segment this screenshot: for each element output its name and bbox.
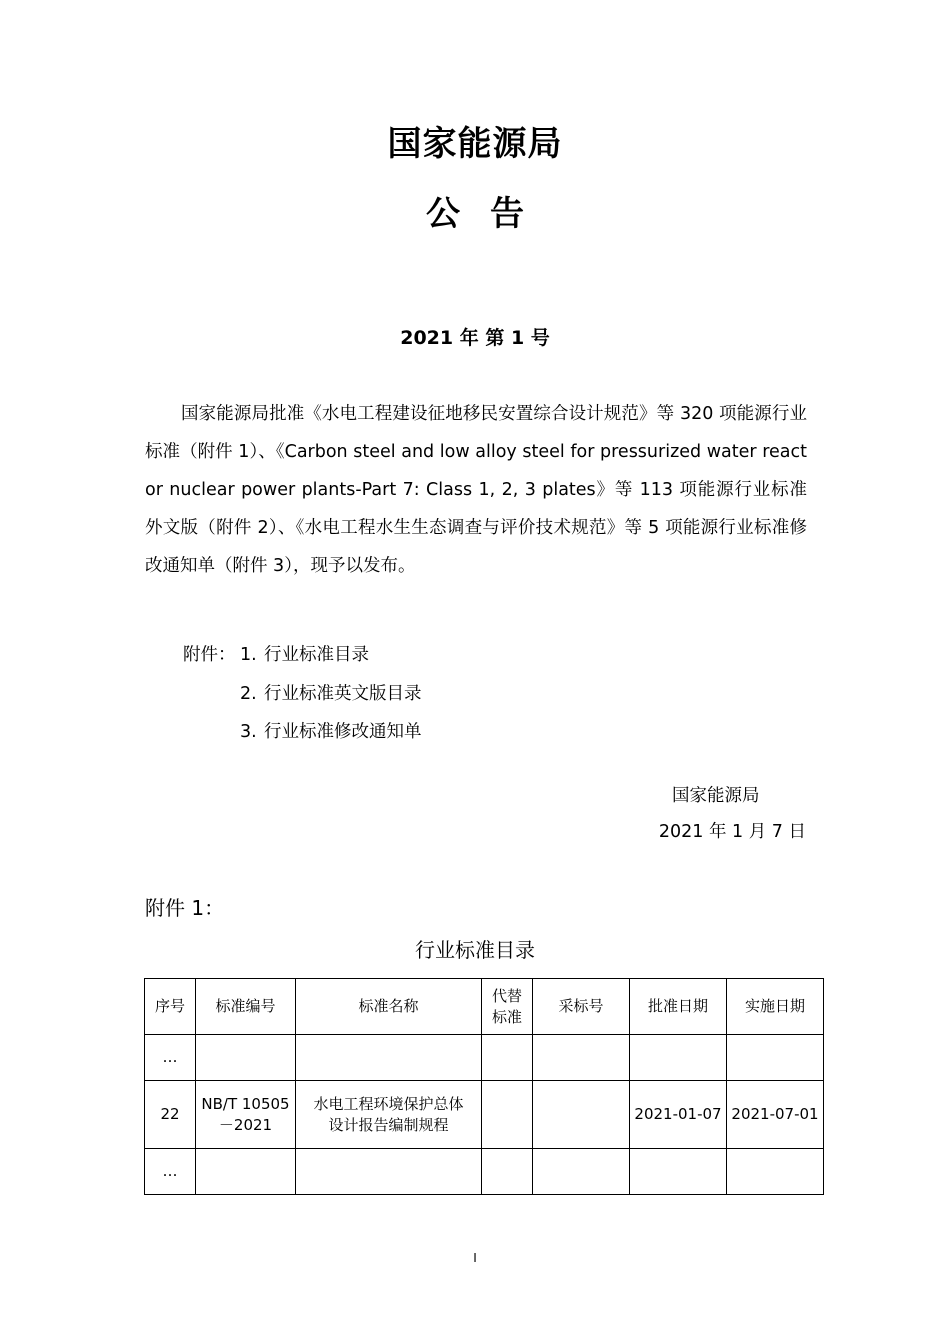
column-header: 标准编号 bbox=[196, 979, 296, 1035]
annex-label: 附件 1： bbox=[145, 896, 225, 920]
signature-issuer: 国家能源局 bbox=[672, 786, 760, 806]
cell-code bbox=[196, 1149, 296, 1195]
table-row bbox=[145, 1149, 824, 1195]
attachment-list bbox=[183, 636, 422, 752]
attachment-label: 行业标准修改通知单 bbox=[264, 722, 422, 742]
table-row bbox=[145, 1081, 824, 1149]
attachment-item bbox=[183, 636, 422, 675]
cell-seq: … bbox=[145, 1149, 196, 1195]
cell-name bbox=[296, 1035, 482, 1081]
attachment-item bbox=[183, 713, 422, 752]
cell-replaces bbox=[482, 1035, 533, 1081]
cell-approved bbox=[630, 1035, 727, 1081]
announcement-subtitle: 公告 bbox=[426, 194, 554, 234]
attachment-number: 2. bbox=[240, 683, 257, 704]
issuer-title: 国家能源局 bbox=[387, 124, 563, 164]
cell-seq: 22 bbox=[145, 1081, 196, 1149]
table-row bbox=[145, 1035, 824, 1081]
column-header: 序号 bbox=[145, 979, 196, 1035]
cell-name: 水电工程环境保护总体 设计报告编制规程 bbox=[296, 1081, 482, 1149]
column-header: 批准日期 bbox=[630, 979, 727, 1035]
cell-adopted bbox=[533, 1081, 630, 1149]
table-title: 行业标准目录 bbox=[415, 938, 535, 962]
cell-replaces bbox=[482, 1081, 533, 1149]
cell-code bbox=[196, 1035, 296, 1081]
cell-replaces bbox=[482, 1149, 533, 1195]
column-header: 标准名称 bbox=[296, 979, 482, 1035]
attachment-prefix: 附件： bbox=[183, 645, 236, 665]
cell-effective bbox=[727, 1149, 824, 1195]
cell-code: NB/T 10505 －2021 bbox=[196, 1081, 296, 1149]
attachment-number: 1. bbox=[240, 645, 257, 665]
cell-approved bbox=[630, 1149, 727, 1195]
document-number: 2021 年 第 1 号 bbox=[400, 327, 550, 349]
cell-name bbox=[296, 1149, 482, 1195]
cell-adopted bbox=[533, 1035, 630, 1081]
column-header: 实施日期 bbox=[727, 979, 824, 1035]
attachment-label: 行业标准目录 bbox=[264, 645, 369, 665]
announcement-paragraph: 国家能源局批准《水电工程建设征地移民安置综合设计规范》等 320 项能源行业标准（附件 1）、《Carbon steel and low alloy steel for pressurized water reactor nuclear power plants-Part 7: Class 1, 2, 3 plates》等 113 项能源行业标准外文版（附件 2）、《水电工程水生生态调查与评价技术规范》等 5 项能源行业标准修改通知单（附件 3），现予以发布。 bbox=[145, 404, 807, 576]
cell-effective: 2021-07-01 bbox=[727, 1081, 824, 1149]
cell-seq: … bbox=[145, 1035, 196, 1081]
table-header-row bbox=[145, 979, 824, 1035]
signature-date: 2021 年 1 月 7 日 bbox=[658, 822, 806, 842]
column-header: 采标号 bbox=[533, 979, 630, 1035]
standards-table bbox=[144, 978, 824, 1195]
attachment-item bbox=[183, 675, 422, 714]
column-header: 代替 标准 bbox=[482, 979, 533, 1035]
cell-approved: 2021-01-07 bbox=[630, 1081, 727, 1149]
attachment-label: 行业标准英文版目录 bbox=[264, 683, 422, 704]
attachment-number: 3. bbox=[240, 722, 257, 742]
page-marker: I bbox=[473, 1251, 477, 1265]
cell-adopted bbox=[533, 1149, 630, 1195]
cell-effective bbox=[727, 1035, 824, 1081]
